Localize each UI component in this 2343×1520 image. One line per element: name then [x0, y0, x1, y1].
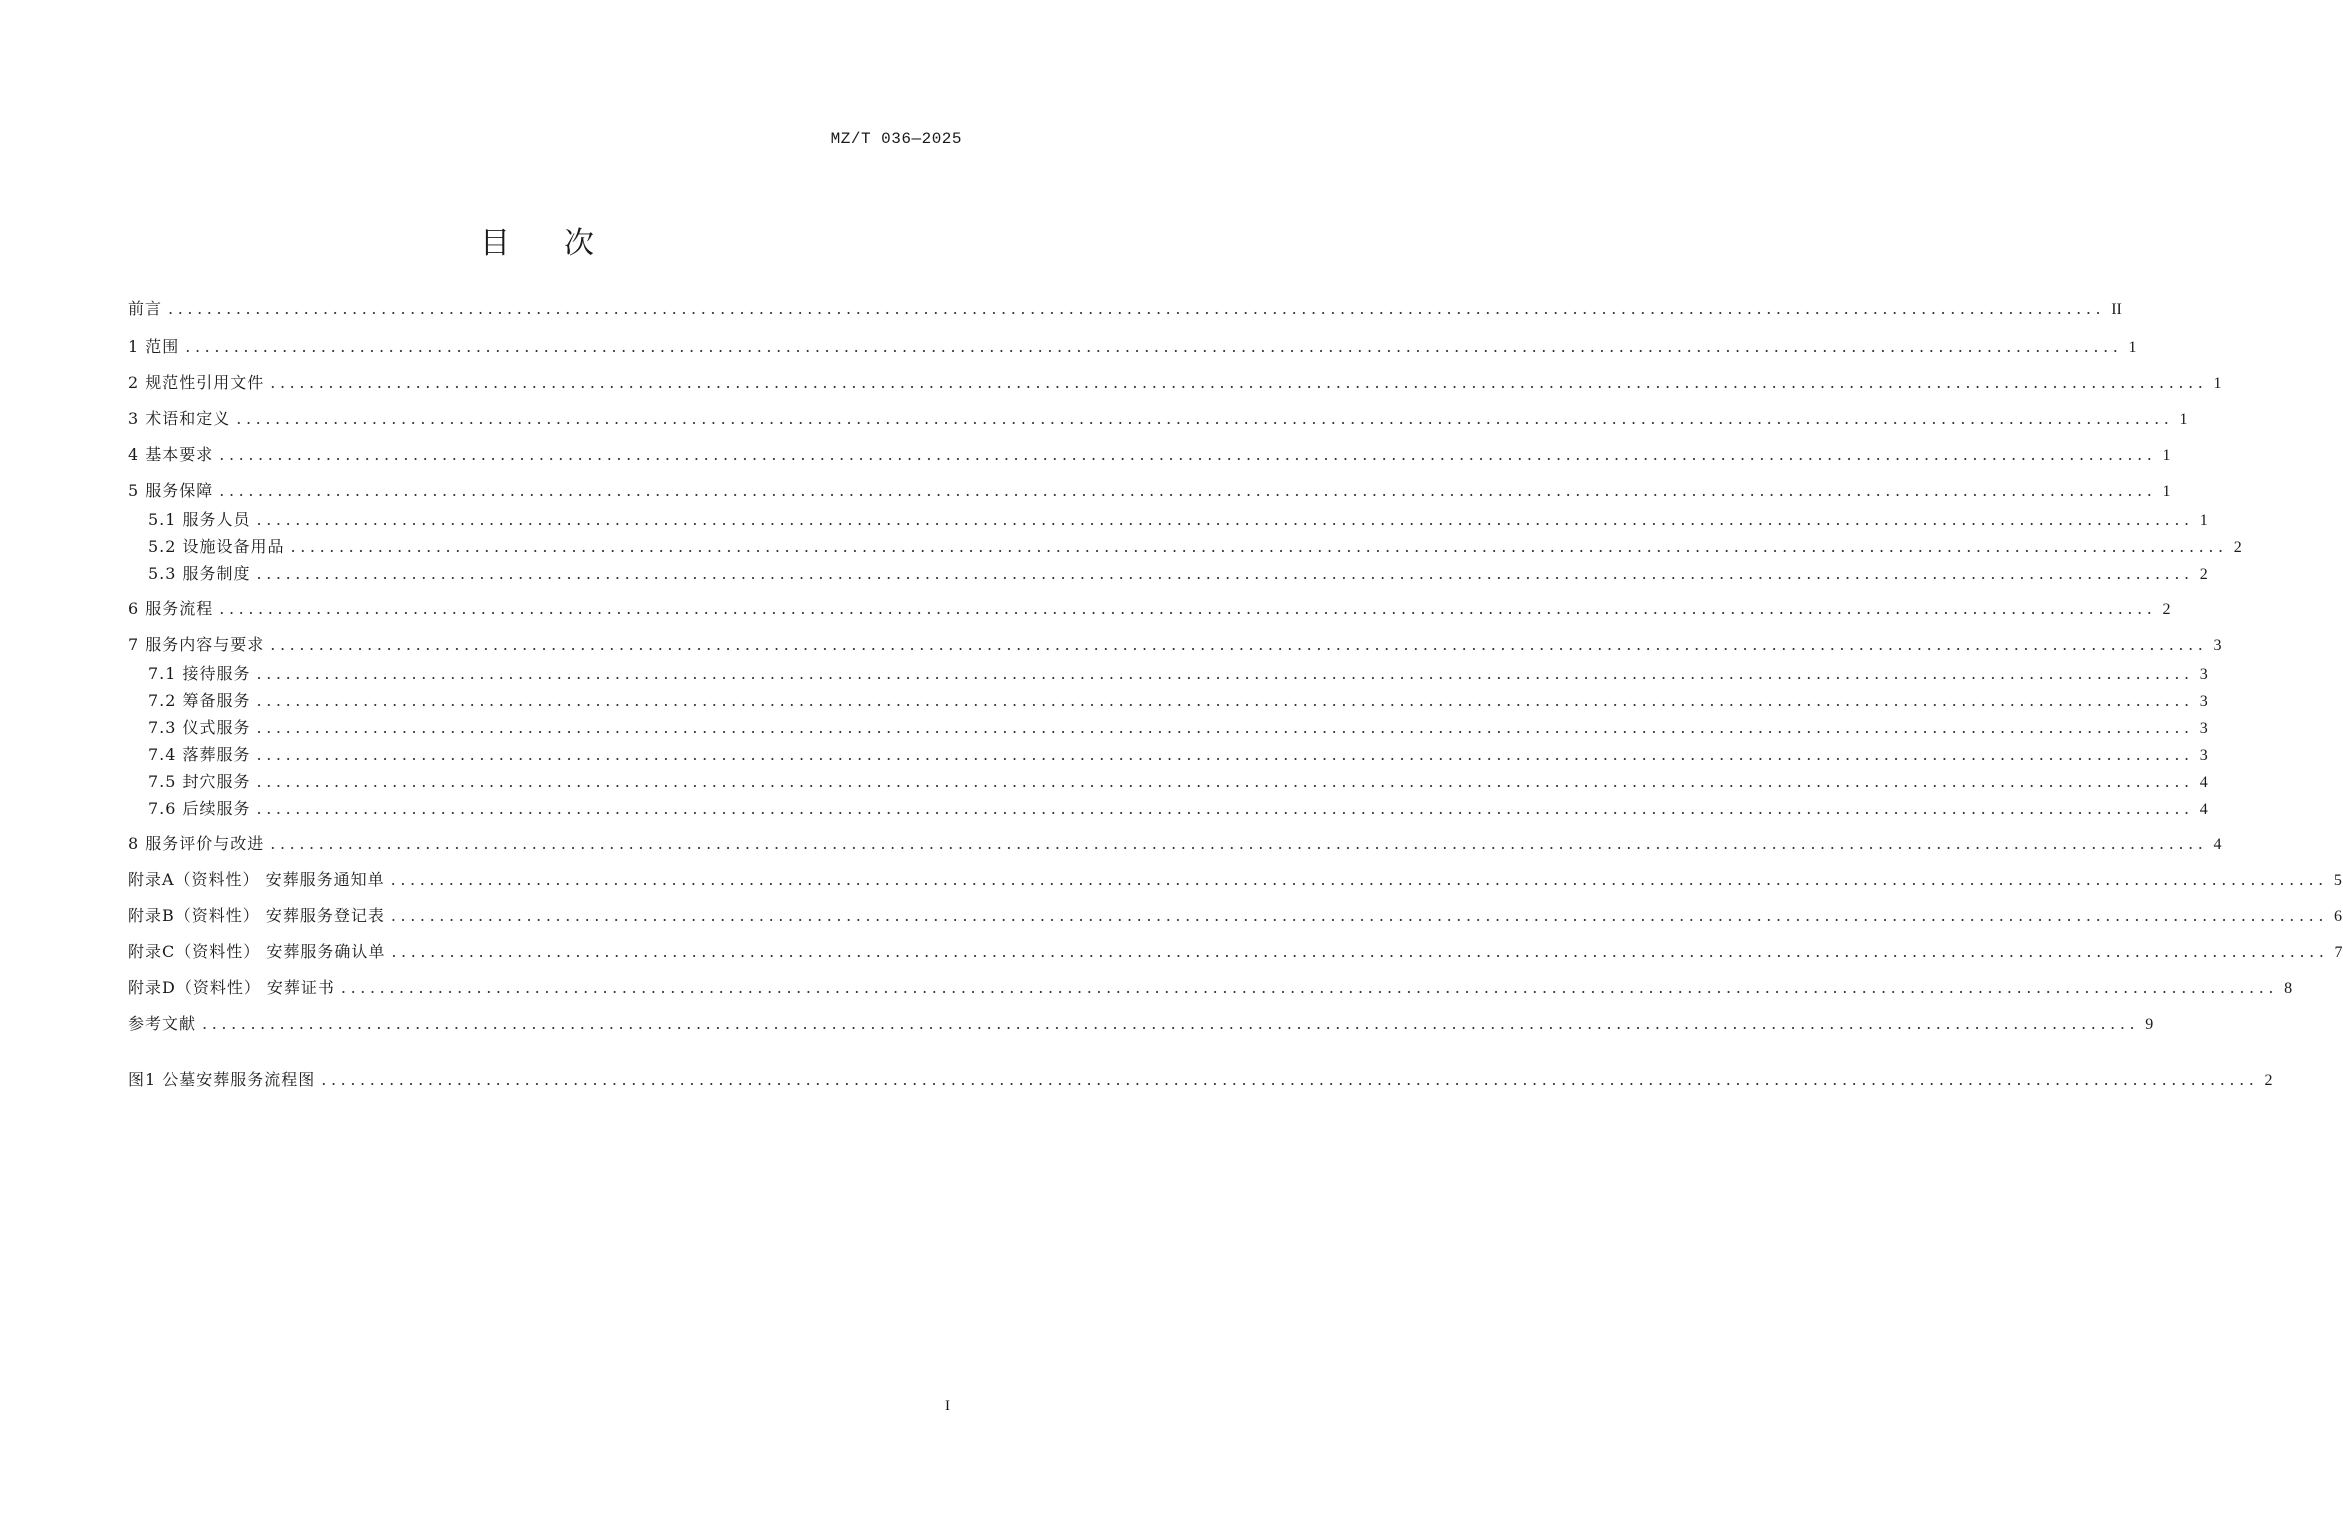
toc-entry-label: 附录D（资料性） 安葬证书 [128, 978, 335, 997]
toc-leader-dots: ........................................................................................................................................................................................................ [219, 599, 2157, 618]
toc-entry[interactable] [128, 596, 2171, 622]
toc-entry[interactable] [148, 742, 2208, 768]
toc-leader-dots: ........................................................................................................................................................................................................ [390, 870, 2328, 889]
toc-entry-label: 5.1 服务人员 [148, 510, 251, 529]
toc-entry[interactable] [148, 661, 2208, 687]
toc-leader-dots: ........................................................................................................................................................................................................ [270, 373, 2208, 392]
toc-leader-dots: ........................................................................................................................................................................................................ [256, 718, 2194, 737]
toc-leader-dots: ........................................................................................................................................................................................................ [256, 772, 2194, 791]
toc-leader-dots: ........................................................................................................................................................................................................ [270, 635, 2208, 654]
toc-entry-page: 3 [2199, 747, 2208, 764]
toc-entry-page: 1 [2128, 339, 2137, 356]
toc-entry-page: 3 [2213, 637, 2222, 654]
page-number: I [945, 1398, 950, 1414]
toc-leader-dots: ........................................................................................................................................................................................................ [256, 799, 2194, 818]
toc-entry-label: 7.6 后续服务 [148, 799, 251, 818]
toc-entry[interactable] [128, 903, 2343, 929]
toc-entry-page: 1 [2162, 447, 2171, 464]
toc-leader-dots: ........................................................................................................................................................................................................ [321, 1070, 2259, 1089]
toc-leader-dots: ........................................................................................................................................................................................................ [256, 664, 2194, 683]
toc-entry-label: 7.1 接待服务 [148, 664, 251, 683]
toc-entry-page: 4 [2199, 801, 2208, 818]
toc-entry-label: 5 服务保障 [128, 481, 214, 500]
toc-leader-dots: ........................................................................................................................................................................................................ [236, 409, 2174, 428]
toc-entry[interactable] [128, 478, 2171, 504]
toc-leader-dots: ........................................................................................................................................................................................................ [202, 1014, 2140, 1033]
toc-entry-page: 1 [2179, 411, 2188, 428]
toc-entry-label: 7 服务内容与要求 [128, 635, 265, 654]
toc-entry[interactable] [128, 867, 2342, 893]
toc-entry-label: 5.3 服务制度 [148, 564, 251, 583]
toc-entry[interactable] [148, 507, 2208, 533]
toc-entry[interactable] [128, 406, 2188, 432]
toc-entry-page: 3 [2199, 666, 2208, 683]
toc-leader-dots: ........................................................................................................................................................................................................ [185, 337, 2123, 356]
toc-entry-label: 7.4 落葬服务 [148, 745, 251, 764]
toc-entry[interactable] [148, 688, 2208, 714]
toc-entry-label: 前言 [128, 299, 163, 318]
toc-entry[interactable] [128, 939, 2343, 965]
toc-entry-label: 附录A（资料性） 安葬服务通知单 [128, 870, 385, 889]
toc-entry[interactable] [148, 715, 2208, 741]
toc-entry-label: 6 服务流程 [128, 599, 214, 618]
toc-leader-dots: ........................................................................................................................................................................................................ [256, 510, 2194, 529]
toc-entry-label: 8 服务评价与改进 [128, 834, 265, 853]
toc-entry-label: 7.2 筹备服务 [148, 691, 251, 710]
toc-entry-page: II [2111, 301, 2122, 318]
toc-entry-page: 5 [2333, 872, 2342, 889]
toc-entry-label: 图1 公墓安葬服务流程图 [128, 1070, 316, 1089]
toc-entry-page: 9 [2145, 1016, 2154, 1033]
toc-leader-dots: ........................................................................................................................................................................................................ [219, 481, 2157, 500]
toc-entry[interactable] [128, 1011, 2154, 1037]
toc-leader-dots: ........................................................................................................................................................................................................ [270, 834, 2208, 853]
toc-entry-page: 6 [2334, 908, 2343, 925]
toc-entry-page: 4 [2199, 774, 2208, 791]
toc-entry-label: 4 基本要求 [128, 445, 214, 464]
toc-entry-label: 参考文献 [128, 1014, 197, 1033]
toc-entry-label: 7.5 封穴服务 [148, 772, 251, 791]
toc-entry-page: 2 [2264, 1072, 2273, 1089]
toc-entry-page: 1 [2213, 375, 2222, 392]
toc-entry-label: 附录B（资料性） 安葬服务登记表 [128, 906, 385, 925]
toc-entry-page: 1 [2162, 483, 2171, 500]
toc-entry-page: 2 [2233, 539, 2242, 556]
toc-leader-dots: ........................................................................................................................................................................................................ [290, 537, 2228, 556]
toc-entry-page: 3 [2199, 693, 2208, 710]
toc-entry[interactable] [128, 370, 2222, 396]
toc-entry[interactable] [128, 632, 2222, 658]
toc-entry[interactable] [148, 534, 2242, 560]
toc-leader-dots: ........................................................................................................................................................................................................ [391, 942, 2329, 961]
toc-entry[interactable] [148, 561, 2208, 587]
toc-entry-page: 3 [2199, 720, 2208, 737]
document-code: MZ/T 036—2025 [830, 130, 962, 148]
toc-leader-dots: ........................................................................................................................................................................................................ [390, 906, 2329, 925]
toc-entry-page: 1 [2199, 512, 2208, 529]
toc-entry-label: 5.2 设施设备用品 [148, 537, 285, 556]
toc-entry-page: 2 [2199, 566, 2208, 583]
toc-leader-dots: ........................................................................................................................................................................................................ [219, 445, 2157, 464]
toc-entry[interactable] [128, 831, 2222, 857]
toc-entry-label: 7.3 仪式服务 [148, 718, 251, 737]
toc-leader-dots: ........................................................................................................................................................................................................ [256, 564, 2194, 583]
toc-leader-dots: ........................................................................................................................................................................................................ [256, 745, 2194, 764]
toc-entry-label: 附录C（资料性） 安葬服务确认单 [128, 942, 386, 961]
toc-entry-label: 1 范围 [128, 337, 180, 356]
toc-entry[interactable] [128, 1067, 2273, 1093]
toc-entry[interactable] [148, 796, 2208, 822]
toc-entry-label: 2 规范性引用文件 [128, 373, 265, 392]
toc-leader-dots: ........................................................................................................................................................................................................ [340, 978, 2279, 997]
toc-entry[interactable] [128, 442, 2171, 468]
toc-leader-dots: ........................................................................................................................................................................................................ [256, 691, 2194, 710]
toc-entry[interactable] [128, 975, 2293, 1001]
toc-entry[interactable] [128, 334, 2137, 360]
page-title: 目次 [480, 226, 648, 261]
toc-entry-page: 8 [2284, 980, 2293, 997]
toc-entry-page: 4 [2213, 836, 2222, 853]
toc-leader-dots: ........................................................................................................................................................................................................ [168, 299, 2106, 318]
toc-entry[interactable] [148, 769, 2208, 795]
toc-entry-page: 2 [2162, 601, 2171, 618]
toc-entry[interactable] [128, 296, 2122, 322]
toc-entry-page: 7 [2334, 944, 2343, 961]
toc-entry-label: 3 术语和定义 [128, 409, 231, 428]
